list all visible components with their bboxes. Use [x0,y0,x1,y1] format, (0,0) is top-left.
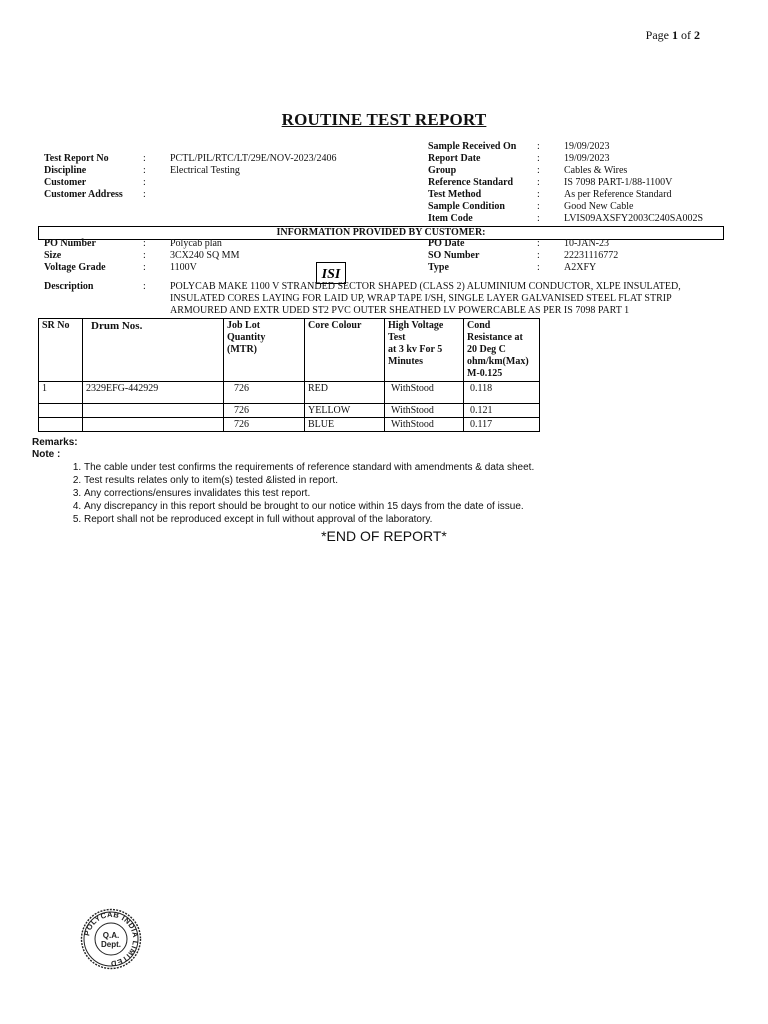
list-item: 1. The cable under test confirms the requirements of reference standard with amendments & data sheet. [84,461,534,474]
list-item: 4. Any discrepancy in this report should be brought to our notice within 15 days from the date of issue. [84,500,534,513]
info-provided-header: INFORMATION PROVIDED BY CUSTOMER: [38,226,724,240]
header-drum-nos: Drum Nos. [83,319,224,382]
table-row: 726 BLUE WithStood 0.117 [39,418,540,432]
svg-text:ISI: ISI [321,267,341,282]
remarks-label: Remarks: [32,437,78,448]
qa-stamp-seal-icon [80,908,142,970]
description-field: Description : POLYCAB MAKE 1100 V STRANDED SECTOR SHAPED (CLASS 2) ALUMINIUM CONDUCTOR, XLPE INSULATED, INSULATED CORES LAYING FOR LAID UP, WRAP TAPE I/SH, SINGLE LAYER GALVANISED STEEL FLAT STRIP ARMOURED AND EXTR UDED ST2 PVC OUTER SHEATHED LV POWERCABLE AS PER IS 7098 PART 1 [44,281,734,317]
left-fields: Test Report No : PCTL/PIL/RTC/LT/29E/NOV-2023/2406 Discipline : Electrical Testing Customer : Customer Address : [44,153,337,200]
list-item: 5. Report shall not be reproduced except in full without approval of the laboratory. [84,513,534,526]
list-item: 3. Any corrections/ensures invalidates this test report. [84,487,534,500]
isi-logo [317,263,345,283]
svg-text:POLYCAB INDIA LIMITED: POLYCAB INDIA LIMITED [82,909,141,969]
report-title: ROUTINE TEST REPORT [281,110,487,129]
notes-list [64,461,534,526]
qa-stamp [80,908,142,970]
note-label: Note : [32,449,61,460]
header-sr-no: SR No [39,319,83,382]
page-indicator: Page 1 of 2 [645,28,700,42]
svg-text:Dept.: Dept. [101,940,121,949]
list-item: 2. Test results relates only to item(s) tested &listed in report. [84,474,534,487]
header-cond-resistance: Cond Resistance at 20 Deg C ohm/km(Max) M-0.125 [464,319,540,382]
drum-results-table [38,318,540,432]
header-job-lot: Job Lot Quantity (MTR) [224,319,305,382]
description-text: POLYCAB MAKE 1100 V STRANDED SECTOR SHAPED (CLASS 2) ALUMINIUM CONDUCTOR, XLPE INSULATED, INSULATED CORES LAYING FOR LAID UP, WRAP TAPE I/SH, SINGLE LAYER GALVANISED STEEL FLAT STRIP ARMOURED AND EXTR UDED ST2 PVC OUTER SHEATHED LV POWERCABLE AS PER IS 7098 PART 1 [170,281,681,316]
customer-left-fields: PO Number : Polycab plan Size : 3CX240 SQ MM Voltage Grade : 1100V [44,238,240,273]
customer-right-fields: PO Date : 10-JAN-23 SO Number : 22231116772 Type : A2XFY [428,238,619,273]
header-core-colour: Core Colour [305,319,385,382]
table-row: 726 YELLOW WithStood 0.121 [39,404,540,418]
description-label: Description [44,281,94,292]
svg-text:Q.A.: Q.A. [102,931,120,940]
header-high-voltage: High Voltage Test at 3 kv For 5 Minutes [385,319,464,382]
table-row: 1 2329EFG-442929 726 RED WithStood 0.118 [39,382,540,404]
right-fields: Sample Received On : 19/09/2023 Report Date : 19/09/2023 Group : Cables & Wires Reference Standard : IS 7098 PART-1/88-1100V Test Method : As per Reference Standard Sample Condition : Good New Cable Item Code : LVIS09AXSFY2003C240SA002S [428,141,704,224]
table-header-row [39,319,540,382]
end-of-report: *END OF REPORT* [321,528,447,544]
